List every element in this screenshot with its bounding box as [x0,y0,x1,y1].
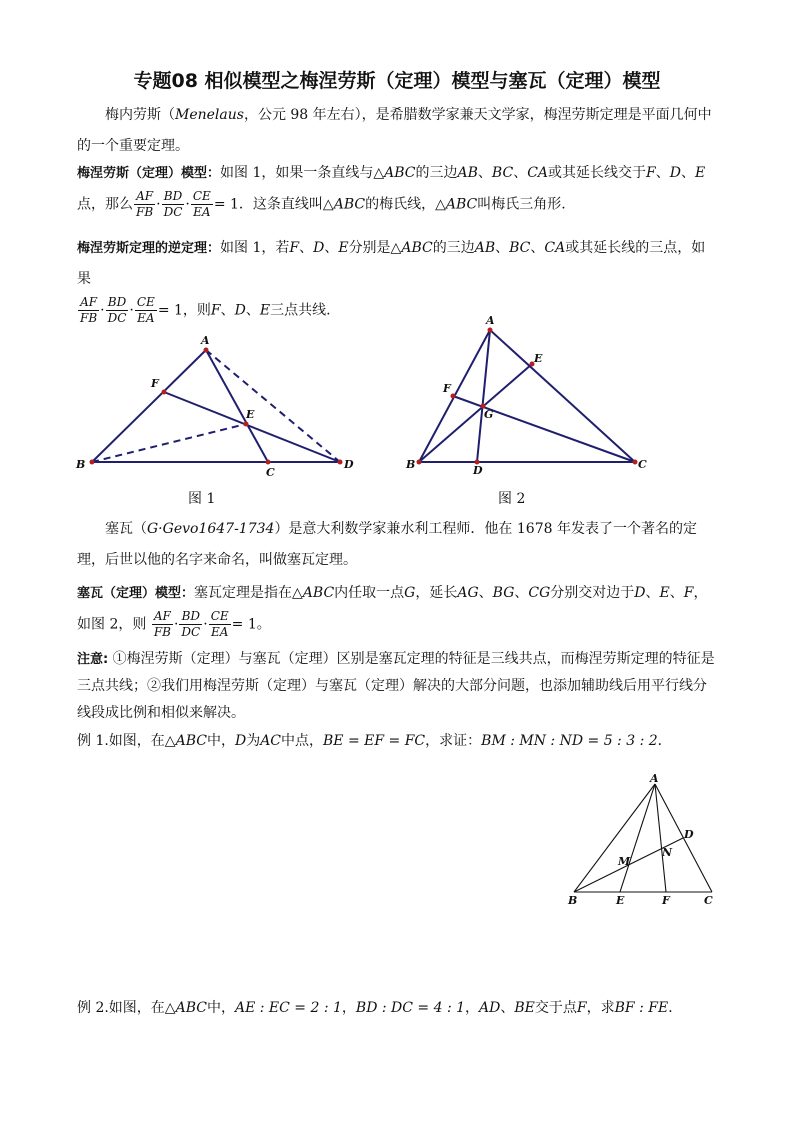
label-b: B [568,894,578,907]
label-a: A [486,314,495,327]
note-label: 注意: [77,652,109,667]
fraction-ce-ea: $\frac{CE}{EA}$ [192,189,211,219]
point-c [266,460,271,465]
label-g: G [484,408,494,421]
label-c: C [704,894,713,907]
segment-af [655,784,666,892]
label-m: M [618,855,631,868]
point-e [244,422,249,427]
fraction-ce-ea: $\frac{CE}{EA}$ [136,295,155,325]
figure-1-caption: 图 1 [188,491,216,507]
dashed-be [92,424,246,462]
label-b: B [76,458,86,471]
figure-1-diagram [70,330,370,480]
ceva-model-paragraph: 塞瓦（定理）模型：塞瓦定理是指在△ABC内任取一点G，延长AG、BG、CG分别交对边于D、E、F， 如图 2，则 $\frac{AF}{FB}$ · $\frac{BD}{DC}$ · $\frac{CE}{EA}$ = 1。 [77,585,708,639]
fraction-bd-dc: $\frac{BD}{DC}$ [181,609,201,639]
fraction-af-fb: $\frac{AF}{FB}$ [136,189,154,219]
example-1-statement: 例 1.如图，在△ABC中，D为AC中点，BE = EF = FC，求证：BM : MN : ND = 5 : 3 : 2． [77,733,672,749]
fraction-bd-dc: $\frac{BD}{DC}$ [163,189,183,219]
point-b [417,460,422,465]
label-a: A [650,772,659,785]
figure-2-caption: 图 2 [498,491,526,507]
fraction-af-fb: $\frac{AF}{FB}$ [80,295,98,325]
label-e: E [616,894,625,907]
point-c [633,460,638,465]
segment-ab [574,784,655,892]
fraction-bd-dc: $\frac{BD}{DC}$ [107,295,127,325]
label-f: F [151,377,159,390]
label-d: D [344,458,354,471]
point-a [204,348,209,353]
label-e: E [246,408,255,421]
cevian-be [419,364,532,462]
menelaus-inverse-label: 梅涅劳斯定理的逆定理： [77,241,221,256]
dashed-ad [206,350,340,462]
menelaus-inverse-paragraph: 梅涅劳斯定理的逆定理：如图 1，若F、D、E分别是△ABC的三边AB、BC、CA或其延长线的三点，如果 $\frac{AF}{FB}$ · $\frac{BD}{DC}$ · $\frac{CE}{EA}$ = 1，则F、D、E三点共线. [77,240,706,325]
figure-2-diagram [400,310,660,475]
segment-ae [620,784,655,892]
label-c: C [266,466,275,479]
point-d [338,460,343,465]
label-c: C [638,458,647,471]
segment-ac [490,330,635,462]
point-a [488,328,493,333]
point-b [90,460,95,465]
label-e: E [534,352,543,365]
intro-paragraph: 梅内劳斯（Menelaus，公元 98 年左右），是希腊数学家兼天文学家，梅涅劳斯定理是平面几何中的一个重要定理。 [77,107,712,154]
label-n: N [662,846,673,859]
fraction-af-fb: $\frac{AF}{FB}$ [153,609,171,639]
label-d: D [684,828,694,841]
point-f [162,390,167,395]
segment-ab [92,350,206,462]
line-fd [164,392,340,462]
fraction-ce-ea: $\frac{CE}{EA}$ [210,609,229,639]
page-title: 专题08 相似模型之梅涅劳斯（定理）模型与塞瓦（定理）模型 [133,70,661,92]
segment-ac [206,350,268,462]
note-paragraph: 注意: ①梅涅劳斯（定理）与塞瓦（定理）区别是塞瓦定理的特征是三线共点，而梅涅劳斯定理的特征是三点共线；②我们用梅涅劳斯（定理）与塞瓦（定理）解决的大部分问题，也添加辅助线后用平行线分线段成比例和相似来解决。 [77,651,715,721]
label-d: D [473,464,483,475]
label-f: F [662,894,670,907]
example-2-statement: 例 2.如图，在△ABC中，AE : EC = 2 : 1，BD : DC = 4 : 1，AD、BE交于点F，求BF : FE． [77,1000,683,1016]
point-f [451,394,456,399]
example-1-diagram [562,768,732,908]
ceva-model-label: 塞瓦（定理）模型： [77,586,195,601]
label-f: F [443,382,451,395]
menelaus-model-label: 梅涅劳斯（定理）模型： [77,166,221,181]
ceva-intro-paragraph: 塞瓦（G·Gevo1647-1734）是意大利数学家兼水利工程师．他在 1678 年发表了一个著名的定理，后世以他的名字来命名，叫做塞瓦定理。 [77,521,697,568]
label-b: B [406,458,416,471]
menelaus-model-paragraph: 梅涅劳斯（定理）模型：如图 1，如果一条直线与△ABC的三边AB、BC、CA或其延长线交于F、D、E 点，那么 $\frac{AF}{FB}$ · $\frac{BD}{DC}$ · $\frac{CE}{EA}$ = 1．这条直线叫△ABC的梅氏线，△ABC叫梅氏三角形. [77,165,706,219]
label-a: A [201,334,210,347]
